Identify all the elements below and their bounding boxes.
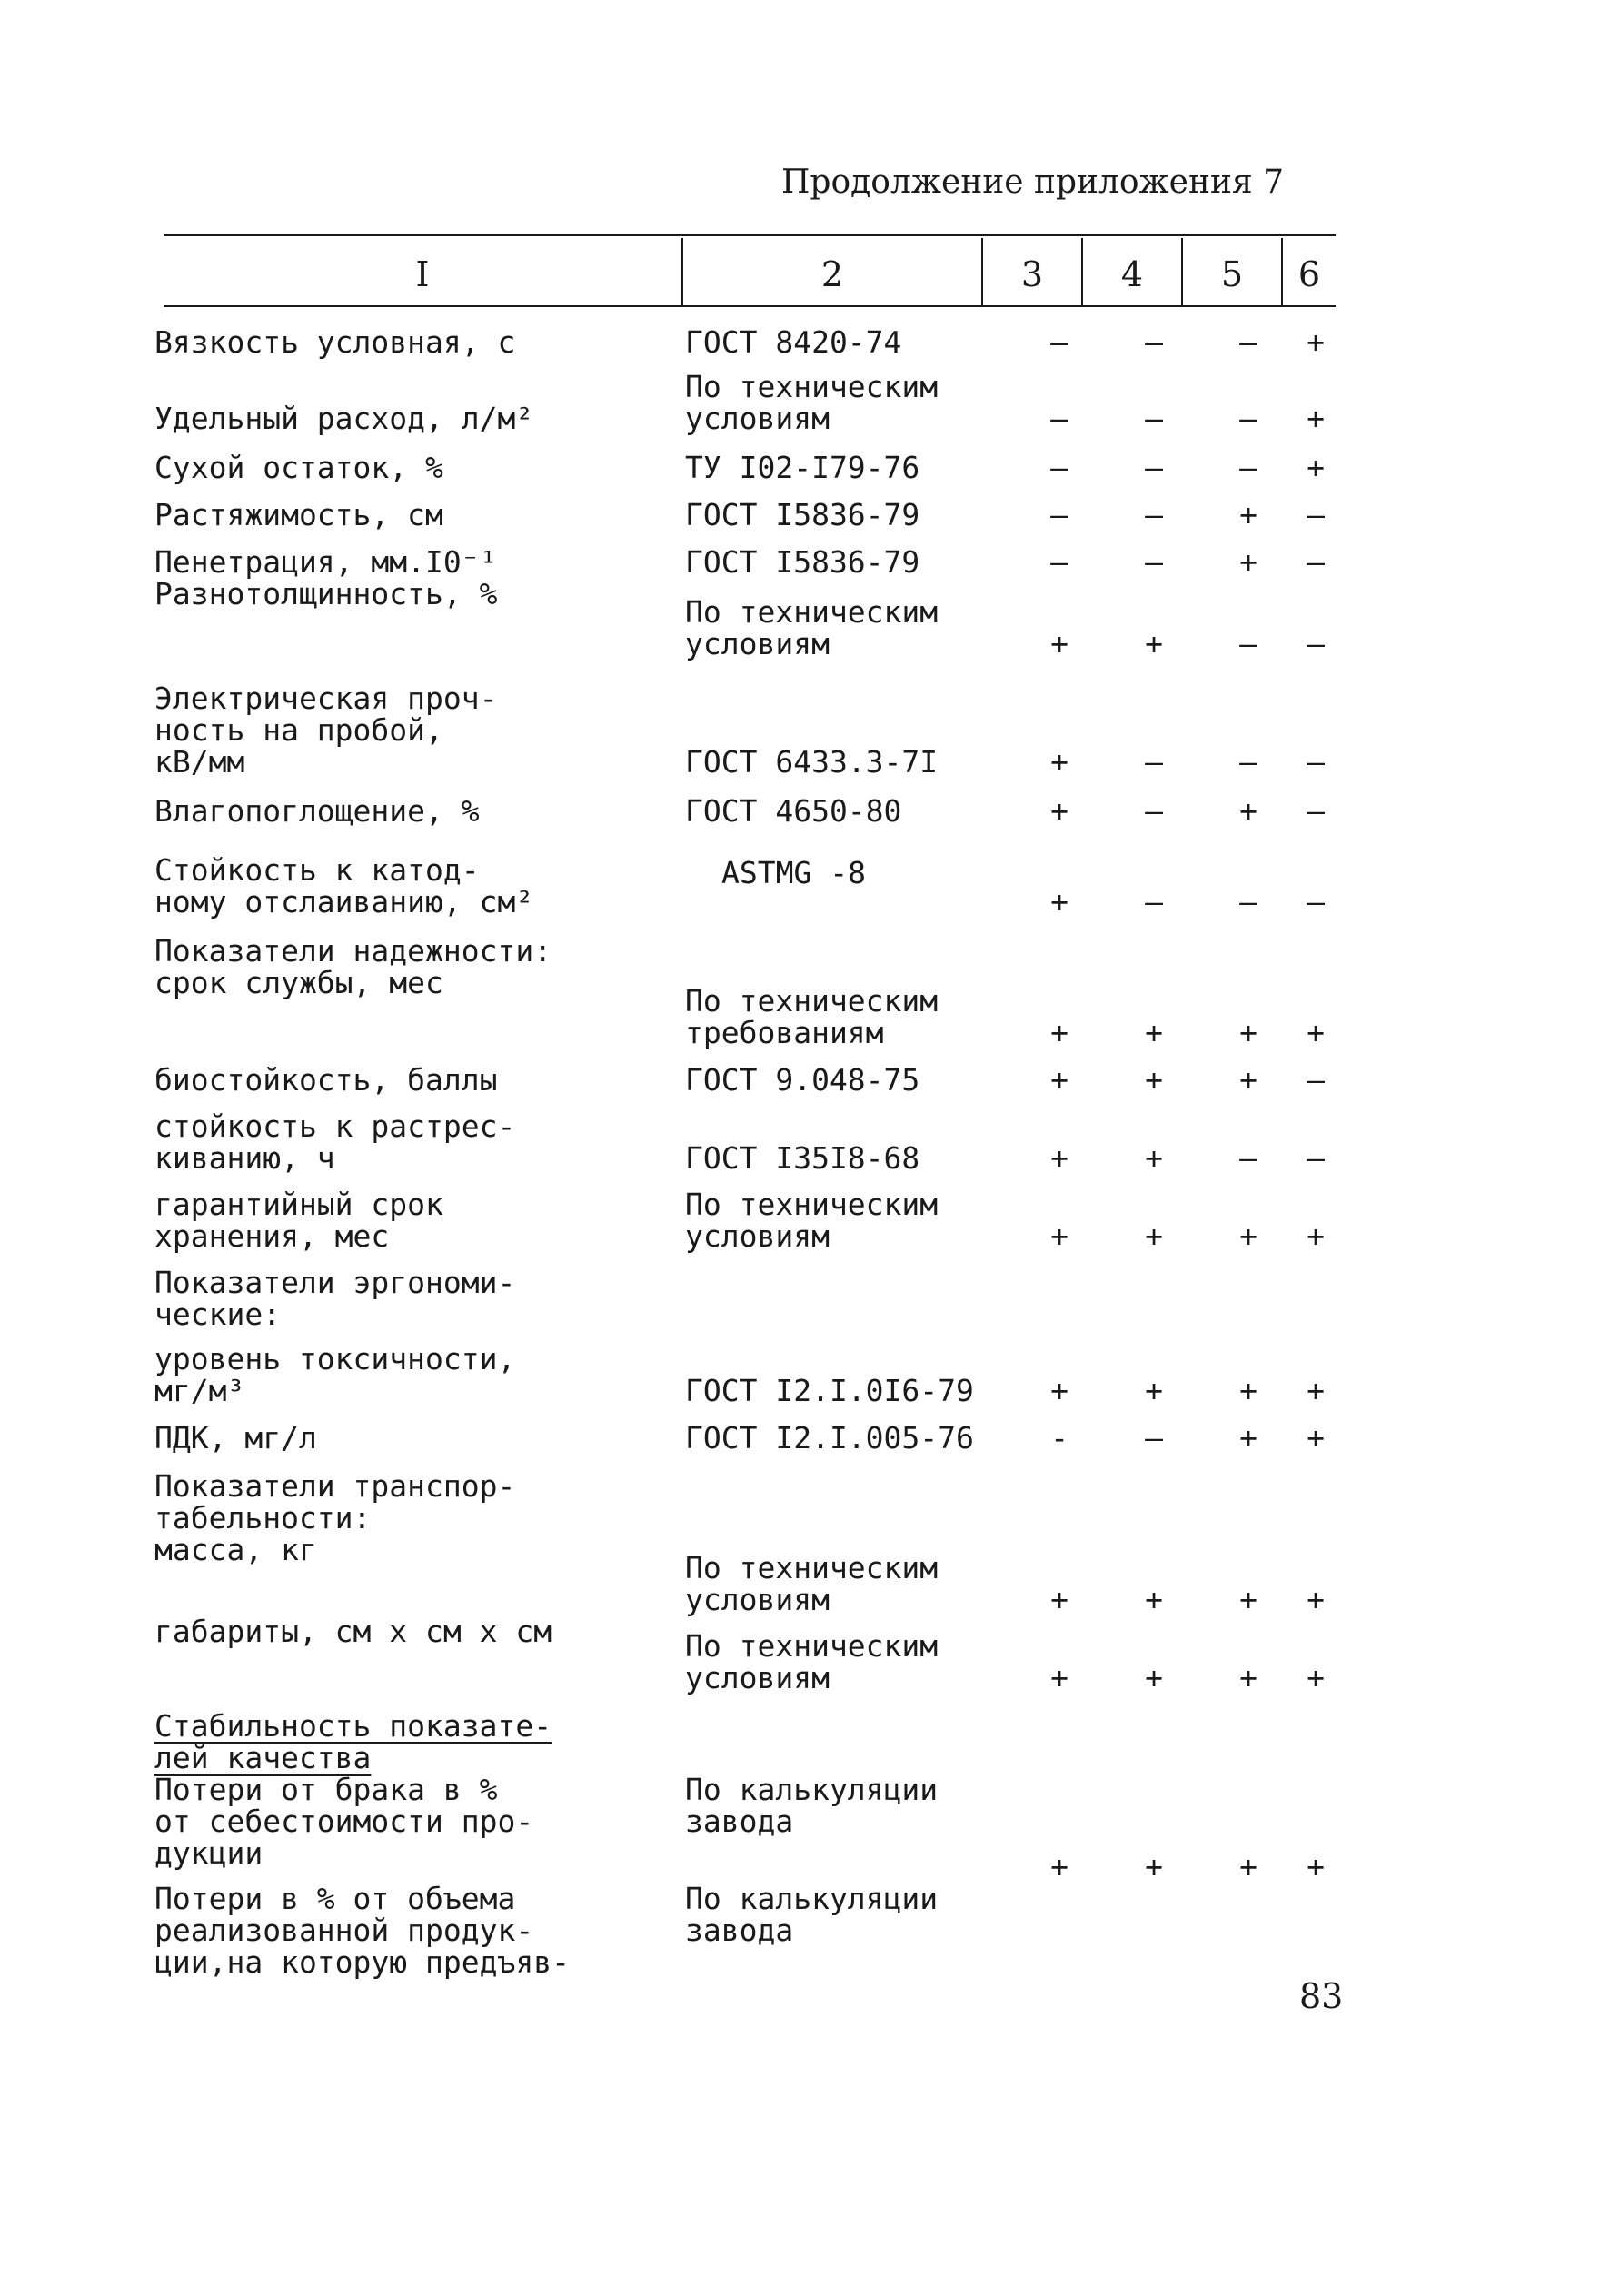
table-row bbox=[154, 1096, 1336, 1174]
mark-cell: – bbox=[1239, 1140, 1257, 1176]
column-header-1: I bbox=[415, 254, 430, 294]
mark-cell: – bbox=[1050, 324, 1068, 360]
mark-cell: – bbox=[1307, 744, 1325, 780]
indicator-cell: Потери от брака в % от себестоимости про- дукции bbox=[154, 1772, 534, 1871]
section-heading: Стабильность показате- лей качества bbox=[154, 1708, 552, 1775]
standard-cell: ГОСТ 9.048-75 bbox=[685, 1062, 920, 1098]
mark-cell: + bbox=[1050, 793, 1068, 829]
mark-cell: + bbox=[1239, 1015, 1257, 1050]
indicator-cell: Удельный расход, л/м² bbox=[154, 401, 534, 436]
mark-cell: + bbox=[1050, 1373, 1068, 1408]
table-row bbox=[154, 827, 1336, 918]
indicator-cell: Разнотолщинность, % bbox=[154, 576, 498, 611]
mark-cell: + bbox=[1145, 1660, 1163, 1695]
standard-cell: По техническим условиям bbox=[685, 594, 939, 661]
table-body bbox=[154, 318, 1336, 1992]
standard-cell: ГОСТ I2.I.005-76 bbox=[685, 1420, 974, 1456]
mark-cell: – bbox=[1239, 401, 1257, 436]
table-row bbox=[154, 1049, 1336, 1096]
mark-cell: + bbox=[1307, 1582, 1325, 1617]
table-header-rule bbox=[164, 305, 1336, 307]
column-header-2: 2 bbox=[820, 254, 844, 294]
standard-cell: ASTMG -8 bbox=[721, 854, 866, 890]
mark-cell: – bbox=[1145, 884, 1163, 919]
mark-cell: – bbox=[1307, 497, 1325, 532]
mark-cell: + bbox=[1307, 1660, 1325, 1695]
mark-cell: + bbox=[1307, 1015, 1325, 1050]
mark-cell: – bbox=[1239, 324, 1257, 360]
mark-cell: – bbox=[1307, 626, 1325, 661]
mark-cell: + bbox=[1145, 626, 1163, 661]
mark-cell: – bbox=[1145, 497, 1163, 532]
indicator-cell: Влагопоглощение, % bbox=[154, 793, 480, 829]
page-number: 83 bbox=[1299, 1976, 1344, 2016]
mark-cell: + bbox=[1239, 1373, 1257, 1408]
column-header-4: 4 bbox=[1120, 254, 1144, 294]
standard-cell: По техническим условиям bbox=[685, 369, 939, 436]
standard-cell: По техническим условиям bbox=[685, 1550, 939, 1617]
indicator-cell: биостойкость, баллы bbox=[154, 1062, 498, 1098]
table-row bbox=[154, 1534, 1336, 1615]
mark-cell: + bbox=[1145, 1015, 1163, 1050]
standard-cell: ГОСТ I2.I.0I6-79 bbox=[685, 1373, 974, 1408]
indicator-cell: Пенетрация, мм.I0⁻¹ bbox=[154, 544, 498, 580]
mark-cell: – bbox=[1145, 1420, 1163, 1456]
mark-cell: – bbox=[1239, 744, 1257, 780]
mark-cell: + bbox=[1050, 884, 1068, 919]
table-row bbox=[154, 578, 1336, 660]
table-row bbox=[154, 1174, 1336, 1252]
standard-cell: ГОСТ 8420-74 bbox=[685, 324, 902, 360]
mark-cell: – bbox=[1050, 544, 1068, 580]
table-row bbox=[154, 483, 1336, 531]
mark-cell: – bbox=[1145, 324, 1163, 360]
column-header-3: 3 bbox=[1020, 254, 1044, 294]
mark-cell: + bbox=[1307, 450, 1325, 485]
indicator-cell: ПДК, мг/л bbox=[154, 1420, 317, 1456]
section-heading: Показатели надежности: bbox=[154, 933, 552, 969]
indicator-cell: Потери в % от объема реализованной продук- ции,на которую предъяв- bbox=[154, 1881, 570, 1980]
mark-cell: + bbox=[1239, 1849, 1257, 1884]
table-row bbox=[154, 660, 1336, 778]
table-row bbox=[154, 1774, 1336, 1883]
indicator-cell: Вязкость условная, с bbox=[154, 324, 516, 360]
mark-cell: + bbox=[1145, 1373, 1163, 1408]
mark-cell: + bbox=[1145, 1582, 1163, 1617]
mark-cell: - bbox=[1050, 1420, 1068, 1456]
section-heading: Показатели транспор- табельности: bbox=[154, 1468, 516, 1536]
mark-cell: + bbox=[1050, 744, 1068, 780]
mark-cell: – bbox=[1239, 884, 1257, 919]
standard-cell: По техническим условиям bbox=[685, 1628, 939, 1695]
mark-cell: – bbox=[1307, 884, 1325, 919]
standard-cell: ГОСТ I5836-79 bbox=[685, 544, 920, 580]
table-row bbox=[154, 358, 1336, 434]
table-row bbox=[154, 1454, 1336, 1534]
mark-cell: – bbox=[1145, 401, 1163, 436]
mark-cell: – bbox=[1307, 1062, 1325, 1098]
standard-cell: ГОСТ I5836-79 bbox=[685, 497, 920, 532]
mark-cell: + bbox=[1145, 1218, 1163, 1254]
mark-cell: + bbox=[1239, 1660, 1257, 1695]
indicator-cell: стойкость к растрес- киванию, ч bbox=[154, 1108, 516, 1176]
mark-cell: + bbox=[1050, 1582, 1068, 1617]
standard-cell: По техническим условиям bbox=[685, 1187, 939, 1254]
mark-cell: + bbox=[1050, 1062, 1068, 1098]
mark-cell: + bbox=[1307, 324, 1325, 360]
mark-cell: + bbox=[1307, 1373, 1325, 1408]
mark-cell: – bbox=[1307, 793, 1325, 829]
mark-cell: + bbox=[1050, 1140, 1068, 1176]
table-row bbox=[154, 1330, 1336, 1406]
section-heading: Показатели эргономи- ческие: bbox=[154, 1265, 516, 1332]
mark-cell: + bbox=[1050, 626, 1068, 661]
mark-cell: + bbox=[1239, 1582, 1257, 1617]
standard-cell: ТУ I02-I79-76 bbox=[685, 450, 920, 485]
table-row bbox=[154, 1883, 1336, 1992]
table-row bbox=[154, 918, 1336, 967]
mark-cell: + bbox=[1307, 1849, 1325, 1884]
standard-cell: По техническим требованиям bbox=[685, 983, 939, 1050]
mark-cell: + bbox=[1145, 1062, 1163, 1098]
indicator-cell: габариты, см х см х см bbox=[154, 1614, 552, 1649]
mark-cell: – bbox=[1239, 450, 1257, 485]
mark-cell: – bbox=[1239, 626, 1257, 661]
standard-cell: ГОСТ 6433.3-7I bbox=[685, 744, 939, 780]
mark-cell: + bbox=[1050, 1015, 1068, 1050]
mark-cell: – bbox=[1307, 1140, 1325, 1176]
mark-cell: + bbox=[1307, 401, 1325, 436]
table-row bbox=[154, 967, 1336, 1049]
table-row bbox=[154, 1615, 1336, 1694]
standard-cell: ГОСТ I35I8-68 bbox=[685, 1140, 920, 1176]
standard-cell: По калькуляции завода bbox=[685, 1772, 939, 1839]
mark-cell: – bbox=[1145, 744, 1163, 780]
mark-cell: + bbox=[1307, 1218, 1325, 1254]
mark-cell: + bbox=[1145, 1849, 1163, 1884]
column-header-6: 6 bbox=[1297, 254, 1321, 294]
mark-cell: – bbox=[1307, 544, 1325, 580]
table-row bbox=[154, 531, 1336, 578]
mark-cell: + bbox=[1239, 544, 1257, 580]
page-header: Продолжение приложения 7 bbox=[781, 164, 1285, 201]
table-row bbox=[154, 1406, 1336, 1454]
column-header-5: 5 bbox=[1220, 254, 1244, 294]
mark-cell: + bbox=[1239, 497, 1257, 532]
mark-cell: – bbox=[1145, 450, 1163, 485]
table-row bbox=[154, 318, 1336, 358]
table-row bbox=[154, 1252, 1336, 1330]
mark-cell: – bbox=[1050, 497, 1068, 532]
mark-cell: – bbox=[1050, 401, 1068, 436]
mark-cell: – bbox=[1145, 544, 1163, 580]
mark-cell: + bbox=[1307, 1420, 1325, 1456]
table-row bbox=[154, 778, 1336, 827]
mark-cell: + bbox=[1050, 1849, 1068, 1884]
table-top-rule bbox=[164, 234, 1336, 236]
table-row bbox=[154, 434, 1336, 483]
indicator-cell: Стойкость к катод- ному отслаиванию, см² bbox=[154, 852, 534, 919]
indicator-cell: уровень токсичности, мг/м³ bbox=[154, 1341, 516, 1408]
indicator-cell: гарантийный срок хранения, мес bbox=[154, 1187, 443, 1254]
mark-cell: + bbox=[1239, 793, 1257, 829]
mark-cell: + bbox=[1050, 1218, 1068, 1254]
mark-cell: – bbox=[1050, 450, 1068, 485]
mark-cell: + bbox=[1239, 1062, 1257, 1098]
mark-cell: + bbox=[1239, 1218, 1257, 1254]
indicator-cell: срок службы, мес bbox=[154, 965, 443, 1000]
indicator-cell: масса, кг bbox=[154, 1532, 317, 1567]
indicator-cell: Сухой остаток, % bbox=[154, 450, 443, 485]
standard-cell: ГОСТ 4650-80 bbox=[685, 793, 902, 829]
mark-cell: – bbox=[1145, 793, 1163, 829]
mark-cell: + bbox=[1050, 1660, 1068, 1695]
table-row bbox=[154, 1694, 1336, 1774]
mark-cell: + bbox=[1145, 1140, 1163, 1176]
standard-cell: По калькуляции завода bbox=[685, 1881, 939, 1948]
mark-cell: + bbox=[1239, 1420, 1257, 1456]
indicator-cell: Растяжимость, см bbox=[154, 497, 443, 532]
indicator-cell: Электрическая проч- ность на пробой, кВ/мм bbox=[154, 681, 498, 780]
